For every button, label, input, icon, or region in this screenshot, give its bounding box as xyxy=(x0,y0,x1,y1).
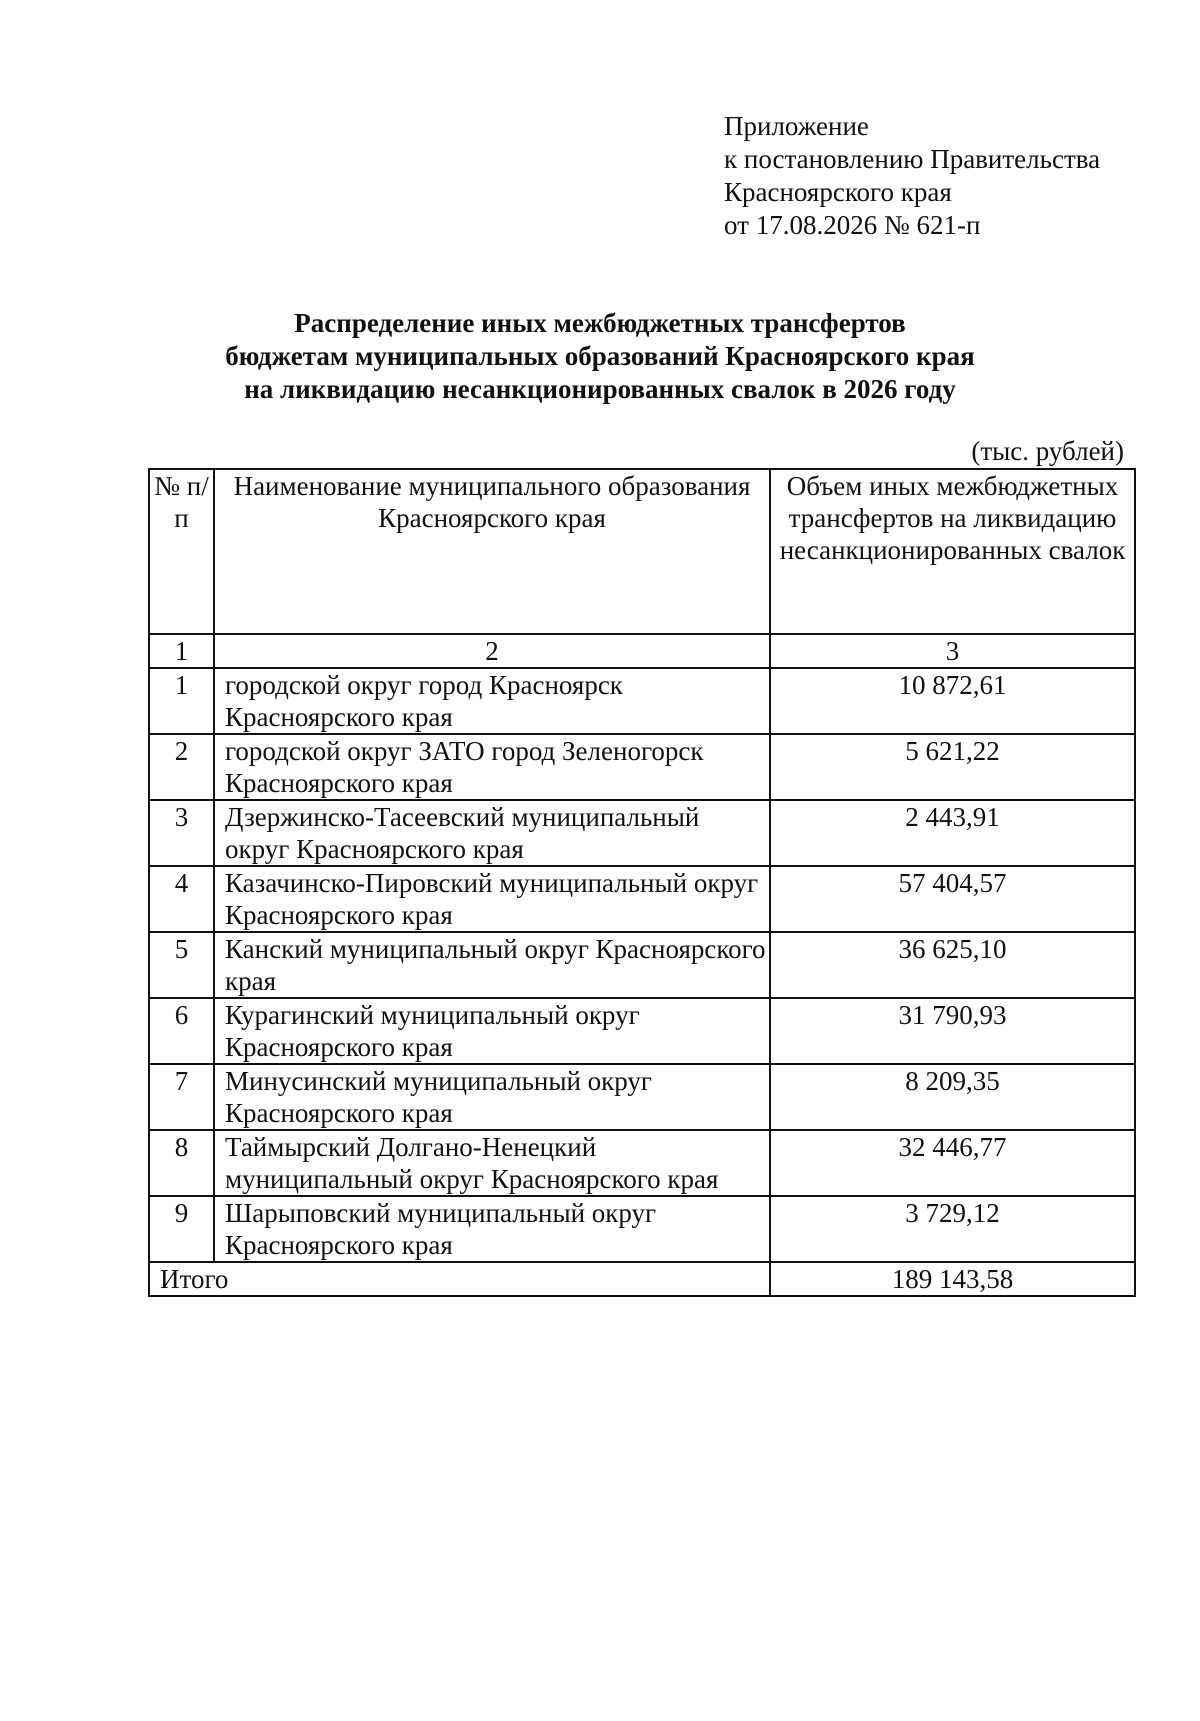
column-number-row xyxy=(149,634,1135,668)
municipality-name: городской округ город Красноярск Красноярского края xyxy=(214,668,770,734)
distribution-table xyxy=(148,468,1136,1297)
document-title xyxy=(150,307,1050,406)
transfer-amount: 10 872,61 xyxy=(770,668,1135,734)
title-line-1: Распределение иных межбюджетных трансфертов xyxy=(294,308,906,338)
appendix-line-1: Приложение xyxy=(724,111,869,141)
table-row xyxy=(149,734,1135,800)
table-row xyxy=(149,866,1135,932)
units-note: (тыс. рублей) xyxy=(971,436,1124,466)
municipality-name: Дзержинско-Тасеевский муниципальный округ Красноярского края xyxy=(214,800,770,866)
appendix-line-2: к постановлению Правительства xyxy=(724,144,1101,174)
transfer-amount: 5 621,22 xyxy=(770,734,1135,800)
appendix-line-3: Красноярского края xyxy=(724,177,952,207)
row-number: 6 xyxy=(149,998,214,1064)
transfer-amount: 31 790,93 xyxy=(770,998,1135,1064)
table-header-row xyxy=(149,469,1135,634)
row-number: 9 xyxy=(149,1196,214,1262)
total-label: Итого xyxy=(149,1262,770,1296)
table-row xyxy=(149,932,1135,998)
table-row xyxy=(149,800,1135,866)
row-number: 2 xyxy=(149,734,214,800)
table-row xyxy=(149,998,1135,1064)
transfer-amount: 32 446,77 xyxy=(770,1130,1135,1196)
appendix-block xyxy=(724,110,1100,242)
header-municipality: Наименование муниципального образования Красноярского края xyxy=(214,469,770,634)
municipality-name: Курагинский муниципальный округ Красноярского края xyxy=(214,998,770,1064)
transfer-amount: 36 625,10 xyxy=(770,932,1135,998)
transfer-amount: 57 404,57 xyxy=(770,866,1135,932)
title-line-3: на ликвидацию несанкционированных свалок в 2026 году xyxy=(244,374,956,404)
municipality-name: Минусинский муниципальный округ Красноярского края xyxy=(214,1064,770,1130)
municipality-name: городской округ ЗАТО город Зеленогорск Красноярского края xyxy=(214,734,770,800)
municipality-name: Шарыповский муниципальный округ Красноярского края xyxy=(214,1196,770,1262)
row-number: 3 xyxy=(149,800,214,866)
municipality-name: Таймырский Долгано-Ненецкий муниципальный округ Красноярского края xyxy=(214,1130,770,1196)
table-row xyxy=(149,1196,1135,1262)
column-number: 1 xyxy=(149,634,214,668)
municipality-name: Канский муниципальный округ Красноярского края xyxy=(214,932,770,998)
row-number: 1 xyxy=(149,668,214,734)
column-number: 3 xyxy=(770,634,1135,668)
appendix-line-4: от 17.08.2026 № 621-п xyxy=(724,210,981,240)
table-row xyxy=(149,668,1135,734)
title-line-2: бюджетам муниципальных образований Красноярского края xyxy=(225,341,975,371)
header-amount: Объем иных межбюджетных трансфертов на ликвидацию несанкционированных свалок xyxy=(770,469,1135,634)
row-number: 7 xyxy=(149,1064,214,1130)
municipality-name: Казачинско-Пировский муниципальный округ Красноярского края xyxy=(214,866,770,932)
total-amount: 189 143,58 xyxy=(770,1262,1135,1296)
row-number: 5 xyxy=(149,932,214,998)
row-number: 8 xyxy=(149,1130,214,1196)
header-number: № п/п xyxy=(149,469,214,634)
table-row xyxy=(149,1130,1135,1196)
row-number: 4 xyxy=(149,866,214,932)
total-row xyxy=(149,1262,1135,1296)
column-number: 2 xyxy=(214,634,770,668)
transfer-amount: 2 443,91 xyxy=(770,800,1135,866)
table-row xyxy=(149,1064,1135,1130)
transfer-amount: 3 729,12 xyxy=(770,1196,1135,1262)
transfer-amount: 8 209,35 xyxy=(770,1064,1135,1130)
